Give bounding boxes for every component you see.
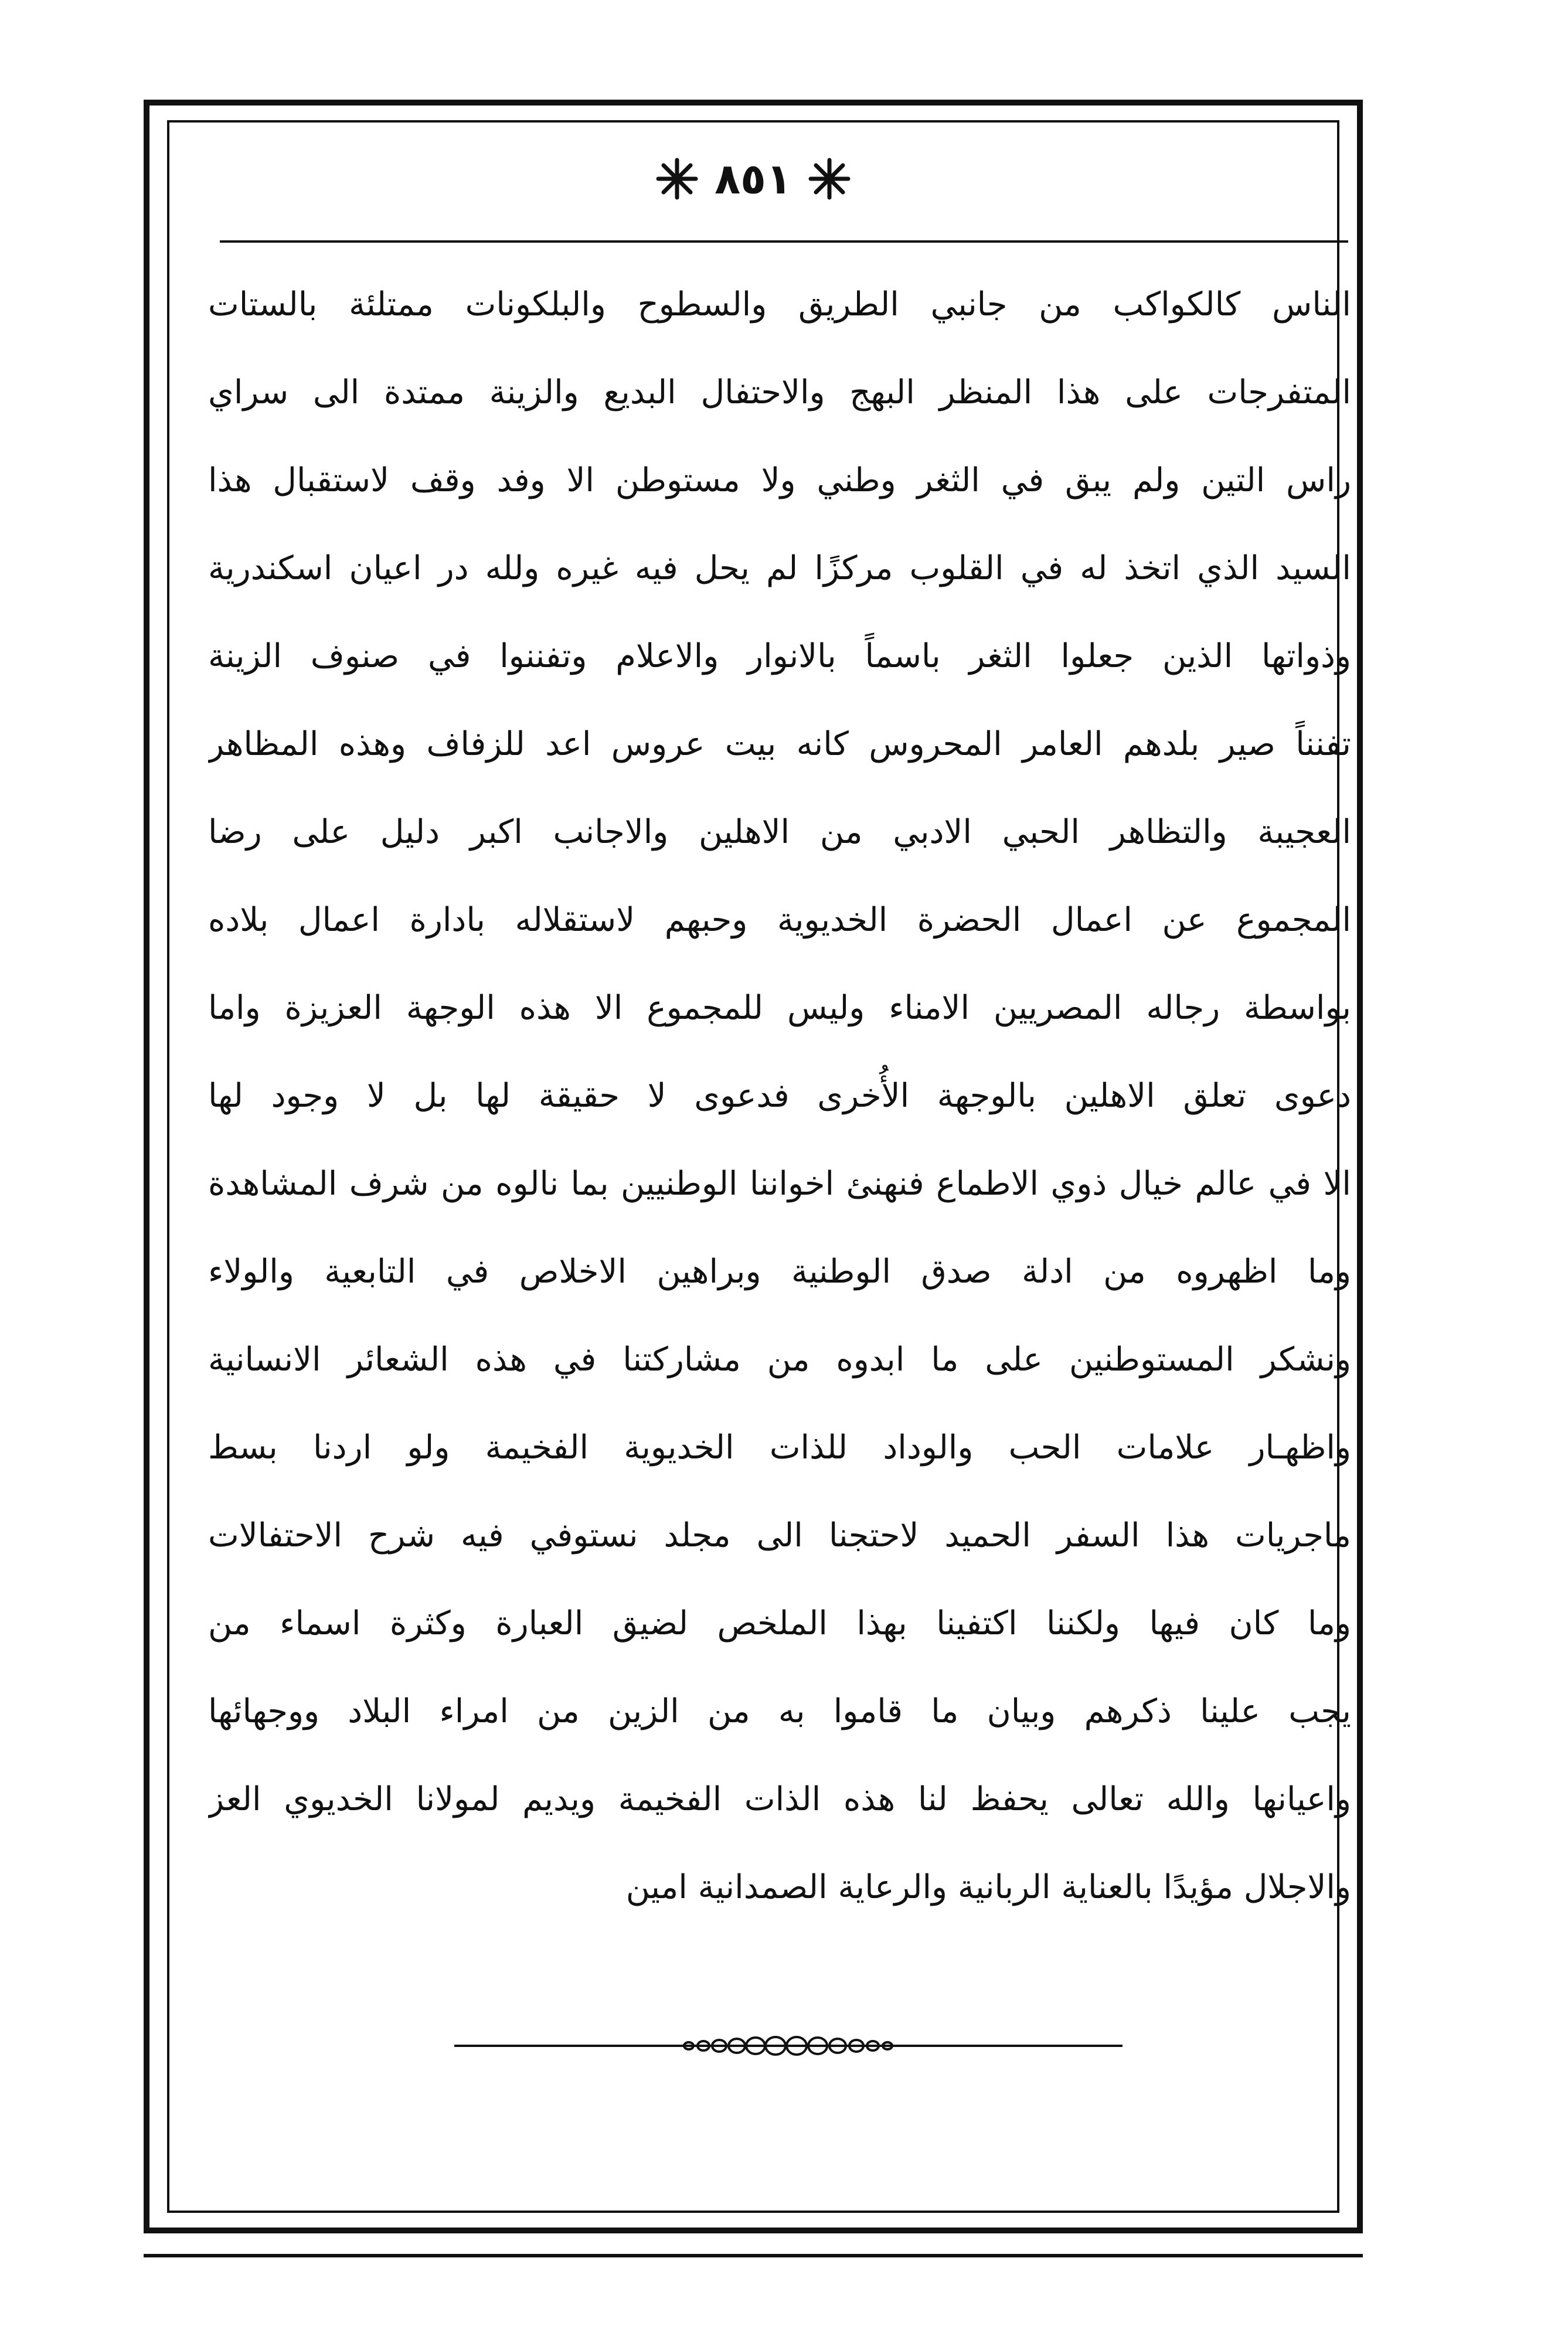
text-line: السيد الذي اتخذ له في القلوب مركزًا لم يحل فيه غيره ولله در اعيان اسكندرية <box>208 549 1351 587</box>
text-line: وما اظهروه من ادلة صدق الوطنية وبراهين الاخلاص في التابعية والولاء <box>208 1253 1351 1291</box>
text-line: ونشكر المستوطنين على ما ابدوه من مشاركتنا في هذه الشعائر الانسانية <box>208 1341 1351 1379</box>
page-header <box>167 147 1339 211</box>
text-line: يجب علينا ذكرهم وبيان ما قاموا به من الزين من امراء البلاد ووجهائها <box>208 1692 1351 1730</box>
text-line: المجموع عن اعمال الحضرة الخديوية وحبهم لاستقلاله بادارة اعمال بلاده <box>208 901 1351 939</box>
text-line: والاجلال مؤيدًا بالعناية الربانية والرعاية الصمدانية امين <box>625 1868 1351 1906</box>
body-text <box>208 261 1351 1931</box>
page-number: ٨٥١ <box>715 154 792 203</box>
text-line: تفنناً صير بلدهم العامر المحروس كانه بيت عروس اعد للزفاف وهذه المظاهر <box>208 725 1351 763</box>
text-line: وما كان فيها ولكننا اكتفينا بهذا الملخص لضيق العبارة وكثرة اسماء من <box>208 1604 1351 1643</box>
text-line: راس التين ولم يبق في الثغر وطني ولا مستوطن الا وفد وقف لاستقبال هذا <box>208 461 1351 499</box>
text-line: المتفرجات على هذا المنظر البهج والاحتفال البديع والزينة ممتدة الى سراي <box>208 373 1351 412</box>
asterisk-star-icon <box>654 155 700 202</box>
text-line: واظهـار علامات الحب والوداد للذات الخديوية الفخيمة ولو اردنا بسط <box>208 1429 1351 1467</box>
closing-ornamental-rule <box>454 2034 1123 2058</box>
text-line: الا في عالم خيال ذوي الاطماع فنهنئ اخواننا الوطنيين بما نالوه من شرف المشاهدة <box>208 1165 1351 1203</box>
text-line: الناس كالكواكب من جانبي الطريق والسطوح والبلكونات ممتلئة بالستات <box>208 285 1351 324</box>
text-line: واعيانها والله تعالى يحفظ لنا هذه الذات الفخيمة ويديم لمولانا الخديوي العز <box>208 1780 1351 1818</box>
text-line: دعوى تعلق الاهلين بالوجهة الأُخرى فدعوى لا حقيقة لها بل لا وجود لها <box>208 1077 1351 1115</box>
text-line: بواسطة رجاله المصريين الامناء وليس للمجموع الا هذه الوجهة العزيزة واما <box>208 989 1351 1027</box>
header-divider <box>220 240 1348 243</box>
page-frame-bottom-rule <box>144 2254 1363 2257</box>
text-line: ماجريات هذا السفر الحميد لاحتجنا الى مجلد نستوفي فيه شرح الاحتفالات <box>208 1516 1351 1555</box>
text-line: وذواتها الذين جعلوا الثغر باسماً بالانوار والاعلام وتفننوا في صنوف الزينة <box>208 637 1351 675</box>
asterisk-star-icon <box>806 155 853 202</box>
text-line: العجيبة والتظاهر الحبي الادبي من الاهلين والاجانب اكبر دليل على رضا <box>208 813 1351 851</box>
